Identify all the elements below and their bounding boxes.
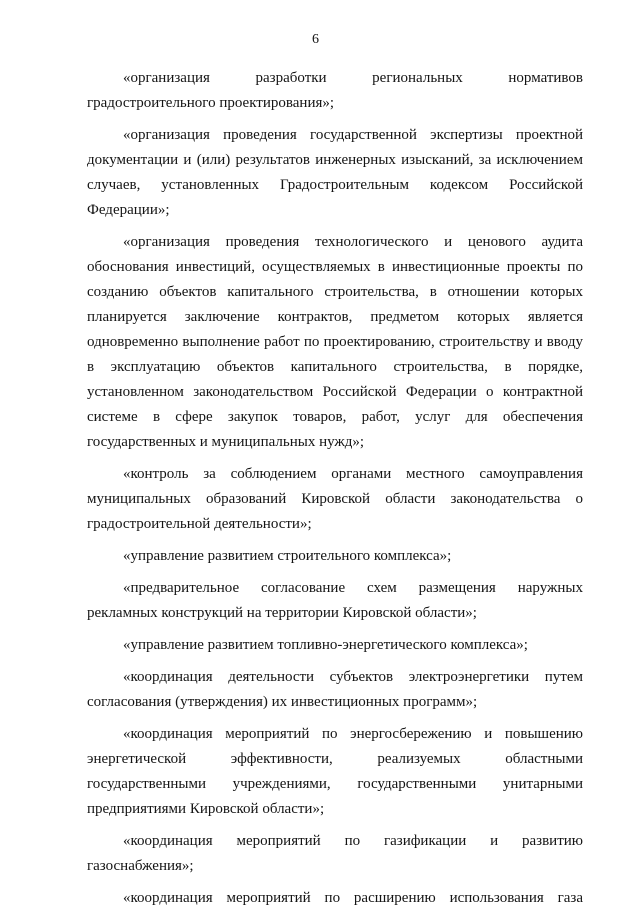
paragraph-gasification: «координация мероприятий по газификации и развитию газоснабжения»;: [87, 833, 583, 874]
page-number: 6: [312, 32, 319, 47]
paragraph-urban-planning-control: «контроль за соблюдением органами местного самоуправления муниципальных образований Кировской области законодательства о градостроительной деятельности»;: [87, 466, 583, 532]
paragraph-gas-use-expansion: «координация мероприятий по расширению использования газа: [123, 890, 583, 906]
paragraph-electric-power-investment: «координация деятельности субъектов электроэнергетики путем согласования (утверждения) их инвестиционных программ»;: [87, 669, 583, 710]
paragraph-state-expertise: «организация проведения государственной экспертизы проектной документации и (или) результатов инженерных изысканий, за исключением случаев, установленных Градостроительным кодексом Российской Федерации»;: [87, 127, 583, 218]
paragraph-regional-standards: «организация разработки региональных нормативов градостроительного проектирования»;: [87, 70, 583, 111]
paragraph-advertising-structures: «предварительное согласование схем размещения наружных рекламных конструкций на территории Кировской области»;: [87, 580, 583, 621]
paragraph-technology-price-audit: «организация проведения технологического и ценового аудита обоснования инвестиций, осуществляемых в инвестиционные проекты по созданию объектов капитального строительства, в отношении которых планируется заключение контрактов, предметом которых является одновременно выполнение работ по проектированию, строительству и вводу в эксплуатацию объектов капитального строительства, в порядке, установленном законодательством Российской Федерации о контрактной системе в сфере закупок товаров, работ, услуг для обеспечения государственных и муниципальных нужд»;: [87, 234, 583, 450]
document-body: [87, 66, 583, 918]
paragraph-construction-complex: «управление развитием строительного комплекса»;: [123, 548, 452, 564]
paragraph-energy-saving: «координация мероприятий по энергосбережению и повышению энергетической эффективности, реализуемых областными государственными учреждениями, государственными унитарными предприятиями Кировской области»;: [87, 726, 583, 817]
paragraph-fuel-energy-complex: «управление развитием топливно-энергетического комплекса»;: [123, 637, 528, 653]
